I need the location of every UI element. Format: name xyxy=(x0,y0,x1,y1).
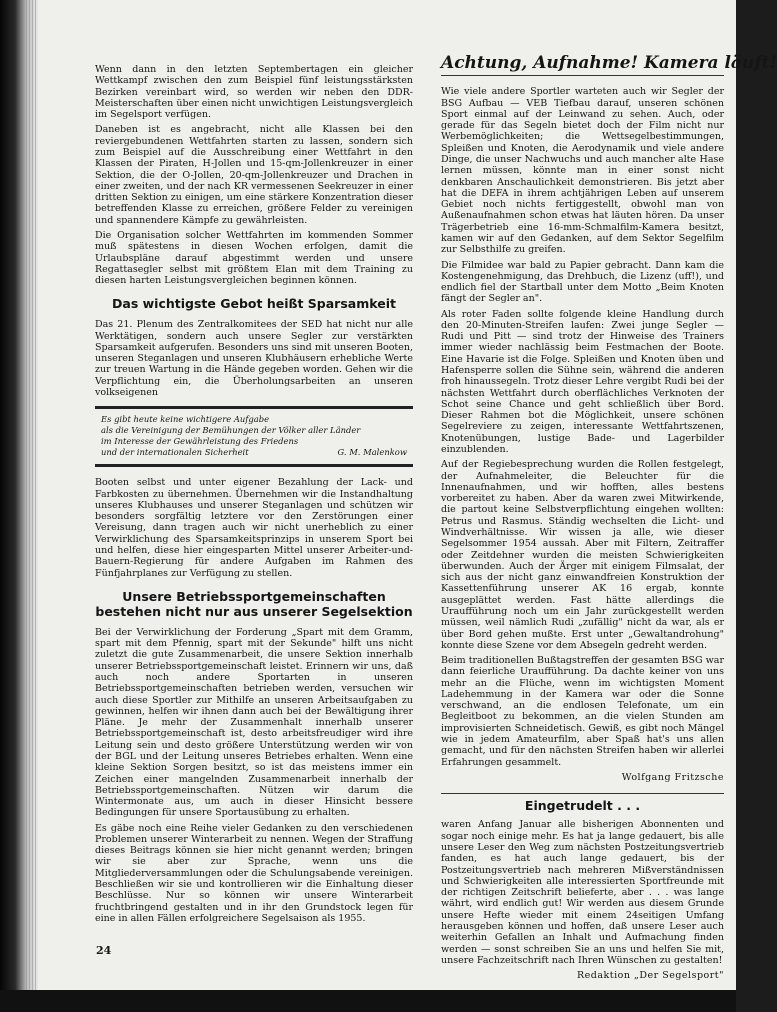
quote-line: im Interesse der Gewährleistung des Friedens xyxy=(101,436,299,447)
section-heading: Das wichtigste Gebot heißt Sparsamkeit xyxy=(112,296,396,312)
divider xyxy=(441,793,724,794)
heading-line: bestehen nicht nur aus unserer Segelsektion xyxy=(95,603,413,619)
paragraph: Booten selbst und unter eigener Bezahlung der Lack- und Farbkosten zu übernehmen. Übernehmen wir die Instandhaltung unseres Klubhauses und unserer Steganlagen und schützen wir besonders sorgfältig letztere vor den Zerstörungen einer Vereisung, dann tragen auch wir nicht unerheblich zu einer Verwirklichung des Sparsamkeitsprinzips in unserem Sport bei und helfen, diese hier eingesparten Mittel unserer Arbeiter-und-Bauern-Regierung für andere Aufgaben im Rahmen des Fünfjahrplanes zur Verfügung zu stellen. xyxy=(95,477,413,579)
quote-line: als die Vereinigung der Bemühungen der Völker aller Länder xyxy=(101,425,361,436)
paragraph: Auf der Regiebesprechung wurden die Rollen festgelegt, der Aufnahmeleiter, die Beleuchter für die Innenaufnahmen, und wir hofften, alles bestens vorbereitet zu haben. Aber da waren zwei Mitwirkende, die partout keine Selbstverpflichtung eingehen wollten: Petrus und Rasmus. Ständig wechselten die Licht- und Windverhältnisse. Wir wissen ja alle, wie dieser Segelsommer 1954 aussah. Aber mit Filtern, Zeitraffer oder Zeitdehner wurden die meisten Schwierigkeiten überwunden. Auch der Ärger mit einigem Filmsalat, der sich aus der nicht ganz einwandfreien Konstruktion der Kassettenführung unserer AK 16 ergab, konnte ausgeplättet werden. Fast hätte allerdings die Uraufführung noch um ein Jahr zurückgestellt werden müssen, weil nämlich Rudi „zufällig" nicht da war, als er über Bord gehen mußte. Erst unter „Gewaltandrohung" konnte diese Szene vor dem Absegeln gedreht werden. xyxy=(441,459,724,651)
paragraph: Wie viele andere Sportler warteten auch wir Segler der BSG Aufbau — VEB Tiefbau darauf, unseren schönen Sport einmal auf der Leinwand zu sehen. Auch, oder gerade für das Segeln bietet doch der Film nicht nur Werbemöglichkeiten; die Wettsegelbestimmungen, Spleißen und Knoten, die Aerodynamik und viele andere Dinge, die unser Nachwuchs und auch mancher alte Hase lernen müssen, könnte man in einer sonst nicht denkbaren Anschaulichkeit demonstrieren. Bis jetzt aber hat die DEFA in ihrem achtjährigen Leben auf unserem Gebiet noch nichts fertiggestellt, obwohl man von Außenaufnahmen schon etwas hat läuten hören. Da unser Trägerbetrieb eine 16-mm-Schmalfilm-Kamera besitzt, kamen wir auf den Gedanken, auf dem Sektor Segelfilm zur Selbsthilfe zu greifen. xyxy=(441,86,724,256)
paragraph: Die Filmidee war bald zu Papier gebracht. Dann kam die Kostengenehmigung, das Drehbuch, die Lizenz (uff!), und endlich fiel der Startball unter dem Motto „Beim Knoten fängt der Segler an". xyxy=(441,259,724,305)
section-heading: Eingetrudelt . . . xyxy=(524,798,641,814)
editor-signature: Redaktion „Der Segelsport" xyxy=(577,970,724,982)
paragraph: Das 21. Plenum des Zentralkomitees der SED hat nicht nur alle Werktätigen, sondern auch unsere Segler zur verstärkten Sparsamkeit aufgerufen. Besonders uns sind mit unseren Booten, unseren Steganlagen und unseren Klubhäusern erhebliche Werte zur treuen Wartung in die Hände gegeben worden. Gehen wir die Verpflichtung ein, die Überholungsarbeiten an unseren volkseigenen xyxy=(95,319,413,399)
heading-line: Unsere Betriebssportgemeinschaften xyxy=(122,588,386,604)
quote-line: Es gibt heute keine wichtigere Aufgabe xyxy=(101,414,270,425)
paragraph: Als roter Faden sollte folgende kleine Handlung durch den 20-Minuten-Streifen laufen: Zwei junge Segler — Rudi und Pitt — sind trotz der Hinweise des Trainers immer wieder nachlässig beim Festmachen der Boote. Eine Havarie ist die Folge. Spleißen und Knoten üben und Hafensperre sollen die Sühne sein, während die anderen froh hinaussegeln. Trotz dieser Lehre vergibt Rudi bei der nächsten Wettfahrt durch oberflächliches Verknoten der Schot seine Chance und geht schließlich über Bord. Dieser Rahmen bot die Möglichkeit, unsere schönen Segelreviere zu zeigen, interessante Wettfahrtszenen, Knotenübungen, lustige Bade- und Lagerbilder einzublenden. xyxy=(441,308,724,455)
paragraph: Die Organisation solcher Wettfahrten im kommenden Sommer muß spätestens in diesen Wochen erfolgen, damit die Urlaubspläne darauf abgestimmt werden und unsere Regattasegler selbst mit größtem Elan mit dem Training zu diesen harten Leistungsvergleichen beginnen können. xyxy=(95,229,413,287)
author-signature: Wolfgang Fritzsche xyxy=(621,771,724,783)
paragraph: Daneben ist es angebracht, nicht alle Klassen bei den reviergebundenen Wettfahrten starten zu lassen, sondern sich zum Beispiel auf die Ausschreibung einer Wettfahrt in den Klassen der Piraten, H-Jollen und 15-qm-Jollenkreuzer in einer Sektion, die der O-Jollen, 20-qm-Jollenkreuzer und Drachen in einer zweiten, und der nach KR vermessenen Seekreuzer in einer dritten Sektion zu einigen, um eine stärkere Konzentration dieser betreffenden Klasse zu erreichen, größere Felder zu vereinigen und spannendere Kämpfe zu gewährleisten. xyxy=(95,124,413,226)
left-column xyxy=(95,64,413,928)
right-column xyxy=(441,53,777,982)
paragraph: Bei der Verwirklichung der Forderung „Spart mit dem Gramm, spart mit dem Pfennig, spart mit der Sekunde" hilft uns nicht zuletzt die gute Zusammenarbeit, die unsere Sektion innerhalb unserer Betriebssportgemeinschaft leistet. Erinnern wir uns, daß auch noch andere Sportarten in unseren Betriebssportgemeinschaften betrieben werden, versuchen wir auch diese Sportler zur Mithilfe an unseren Arbeitsaufgaben zu gewinnen, helfen wir ihnen dann auch bei der Bewältigung ihrer Pläne. Je mehr der Zusammenhalt innerhalb unserer Betriebssportgemeinschaft ist, desto arbeitsfreudiger wird ihre Leitung sein und desto größere Unterstützung werden wir von der BGL und der Leitung unseres Betriebes erhalten. Wenn eine kleine Sektion Sorgen besitzt, so ist das meistens immer ein Zeichen einer mangelnden Zusammenarbeit innerhalb der Betriebssportgemeinschaften. Nützen wir darum die Wintermonate aus, um auch in dieser Hinsicht bessere Bedingungen für unsere Sportausübung zu erhalten. xyxy=(95,626,413,819)
section-heading xyxy=(95,589,413,619)
paragraph: Wenn dann in den letzten Septembertagen ein gleicher Wettkampf zwischen den zum Beispiel fünf leistungsstärksten Bezirken vereinbart wird, so werden wir neben den DDR-Meisterschaften über einen nicht unwichtigen Leistungsvergleich im Segelsport verfügen. xyxy=(95,64,413,121)
bottom-shadow xyxy=(0,990,736,1012)
quote-author: G. M. Malenkow xyxy=(337,447,407,458)
paragraph: waren Anfang Januar alle bisherigen Abonnenten und sogar noch einige mehr. Es hat ja lange gedauert, bis alle unsere Leser den Weg zum nächsten Postzeitungsvertrieb fanden, es hat auch lange gedauert, bis der Postzeitungsvertrieb nach mehreren Mißverständnissen und Schwierigkeiten alle interessierten Sportfreunde mit der richtigen Zeitschrift belieferte, aber . . . was lange währt, wird endlich gut! Wir werden aus diesem Grunde unsere Hefte wieder mit einem 24seitigen Umfang herausgeben können und hoffen, daß unsere Leser auch weiterhin Gefallen an Inhalt und Aufmachung finden werden — sonst schreiben Sie an uns und helfen Sie mit, unsere Fachzeitschrift nach Ihren Wünschen zu gestalten! xyxy=(441,819,724,966)
quote-line: und der internationalen Sicherheit xyxy=(101,447,249,458)
quote-box xyxy=(95,406,413,467)
article-banner: Achtung, Aufnahme! Kamera läuft! xyxy=(441,58,724,76)
page-number: 24 xyxy=(96,944,112,957)
paragraph: Beim traditionellen Bußtagstreffen der gesamten BSG war dann feierliche Uraufführung. Da dachte keiner von uns mehr an die Flüche, wenn im wichtigsten Moment Ladehemmung in der Kamera war oder die Sonne verschwand, an die endlosen Telefonate, um ein Begleitboot zu bekommen, an die vielen Stunden am improvisierten Schneidetisch. Gewiß, es gibt noch Mängel wie in jedem Amateurfilm, aber Spaß hat's uns allen gemacht, und für den nächsten Streifen haben wir allerlei Erfahrungen gesammelt. xyxy=(441,655,724,768)
paragraph: Es gäbe noch eine Reihe vieler Gedanken zu den verschiedenen Problemen unserer Winterarbeit zu nennen. Wegen der Straffung dieses Beitrags können sie hier nicht genannt werden; bringen wir sie aber zur Sprache, wenn uns die Mitgliederversammlungen oder die Schulungsabende vereinigen. Beschließen wir sie und kontrollieren wir die Einhaltung dieser Beschlüsse. Nur so können wir unsere Winterarbeit fruchtbringend gestalten und in ihr den Grundstock legen für eine in allen Fällen erfolgreichere Segelsaison als 1955. xyxy=(95,822,413,924)
